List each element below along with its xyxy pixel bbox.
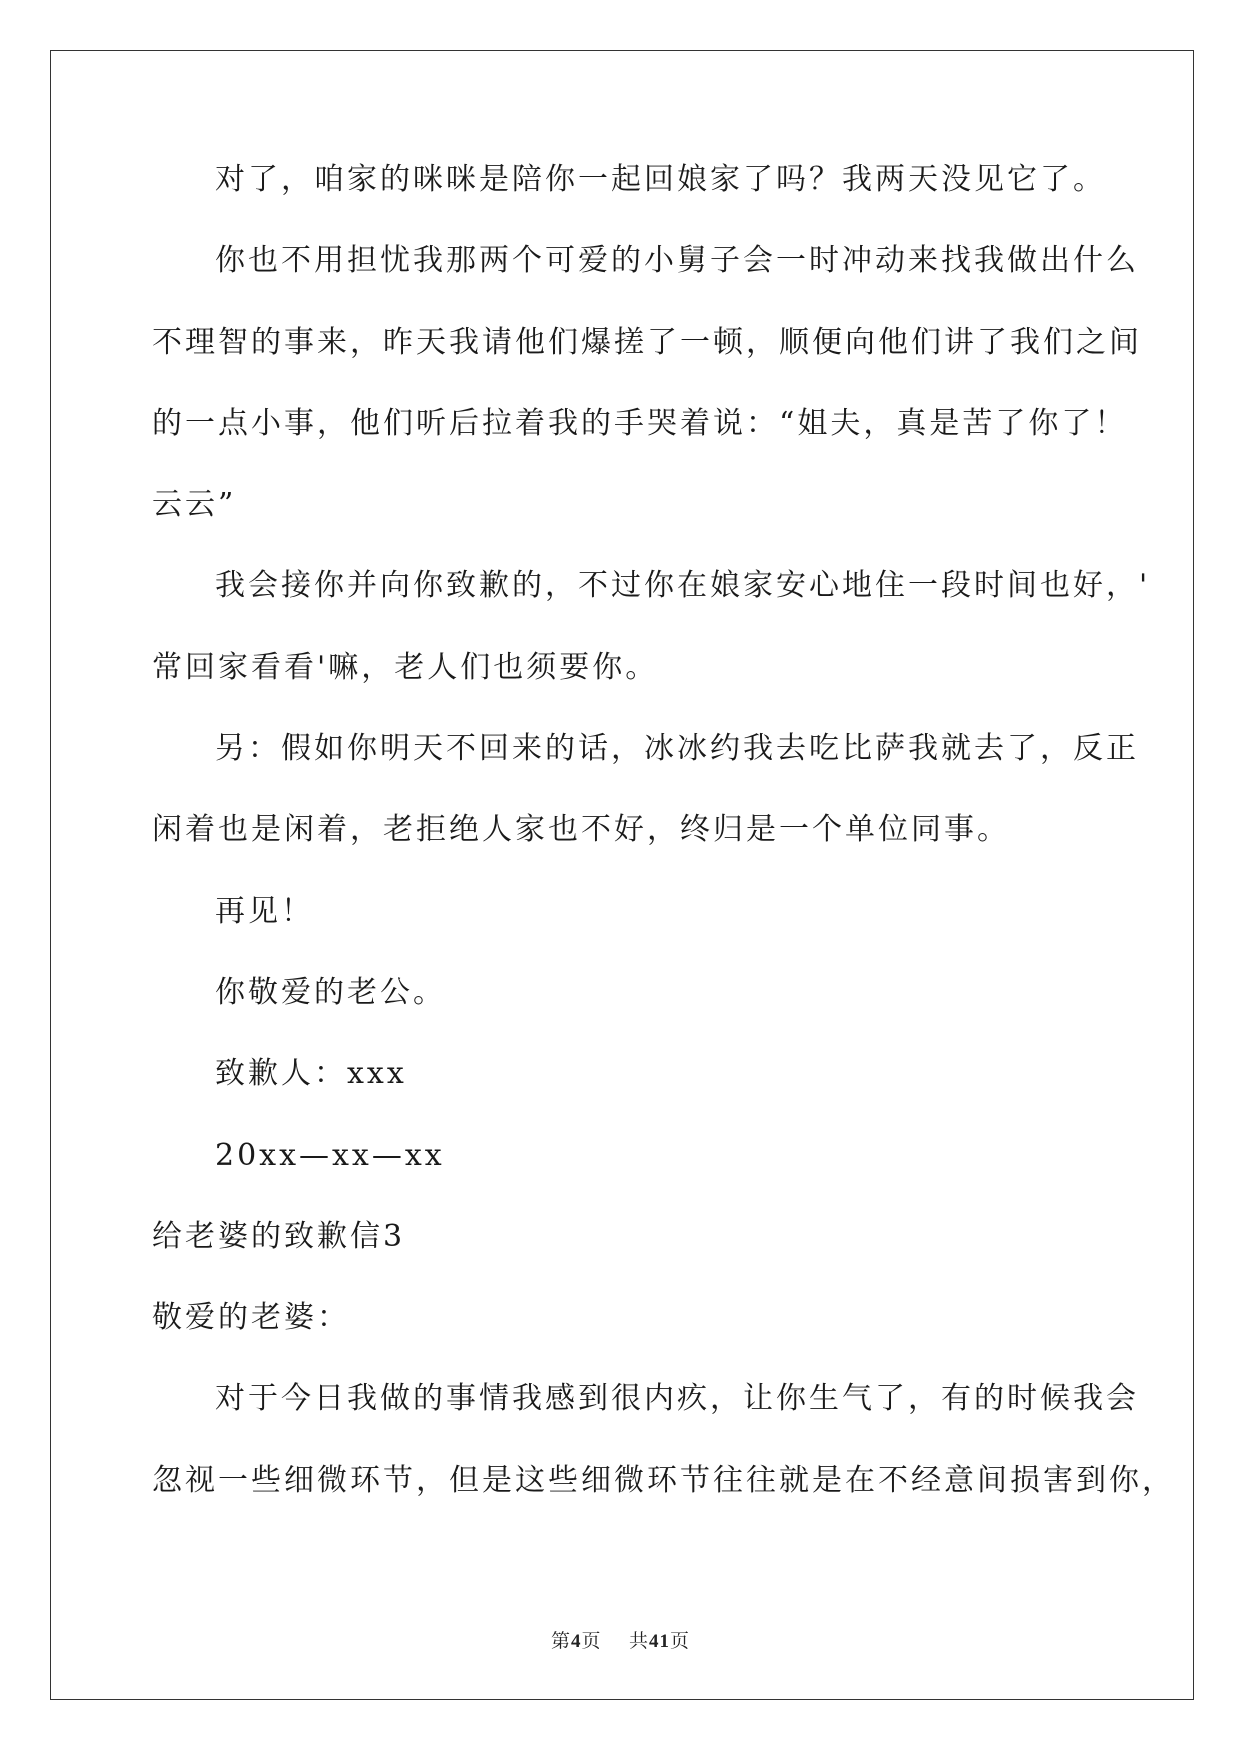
paragraph-line: 不理智的事来，昨天我请他们爆搓了一顿，顺便向他们讲了我们之间 (152, 324, 1142, 360)
section-heading: 给老婆的致歉信3 (152, 1218, 406, 1254)
paragraph-line: 的一点小事，他们听后拉着我的手哭着说：“姐夫，真是苦了你了！ (152, 405, 1128, 441)
signature-line: 你敬爱的老公。 (215, 974, 446, 1010)
paragraph-line: 我会接你并向你致歉的，不过你在娘家安心地住一段时间也好，' (215, 568, 1151, 604)
paragraph-line: 对于今日我做的事情我感到很内疚，让你生气了，有的时候我会 (215, 1381, 1139, 1417)
closing-line: 再见！ (215, 893, 314, 929)
paragraph-line: 你也不用担忧我那两个可爱的小舅子会一时冲动来找我做出什么 (215, 243, 1139, 279)
paragraph-line: 闲着也是闲着，老拒绝人家也不好，终归是一个单位同事。 (152, 812, 1010, 848)
paragraph-line: 云云” (152, 487, 237, 523)
footer-page-suffix: 页 (581, 1631, 602, 1652)
salutation-line: 敬爱的老婆： (152, 1300, 350, 1336)
document-body (152, 160, 1175, 1542)
paragraph-line: 常回家看看'嘛，老人们也须要你。 (152, 649, 659, 685)
paragraph-line: 忽视一些细微环节，但是这些细微环节往往就是在不经意间损害到你， (152, 1462, 1175, 1498)
paragraph-line: 对了，咱家的咪咪是陪你一起回娘家了吗？我两天没见它了。 (215, 162, 1106, 197)
date-line: 20xx—xx—xx (215, 1137, 445, 1173)
paragraph-line: 另：假如你明天不回来的话，冰冰约我去吃比萨我就去了，反正 (215, 731, 1139, 767)
footer-page-prefix: 第 (550, 1631, 571, 1652)
footer-total-pages: 41 (649, 1631, 671, 1652)
footer-page-number: 4 (570, 1631, 582, 1652)
footer-total-suffix: 页 (670, 1631, 691, 1652)
footer-total-prefix: 共 (629, 1631, 650, 1652)
signer-line: 致歉人：xxx (215, 1056, 407, 1092)
page-footer (0, 1626, 1241, 1653)
